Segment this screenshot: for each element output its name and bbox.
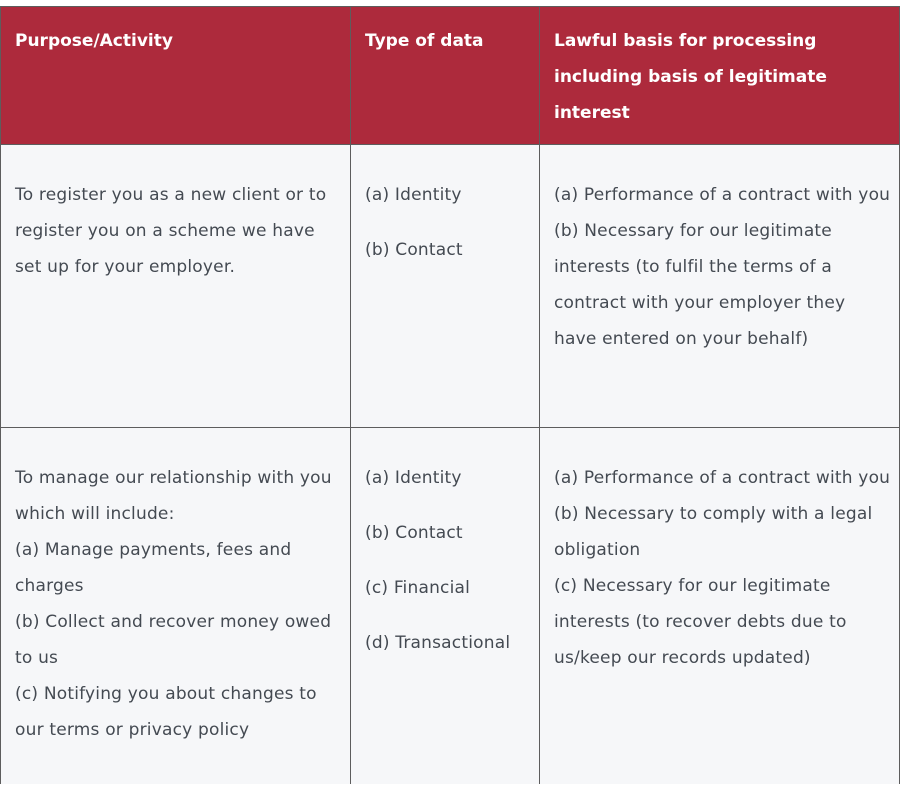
lawful-basis-item: (b) Necessary for our legitimate interests (to fulfil the terms of a contract with your employer they have entered on your behalf) — [554, 221, 846, 349]
lawful-basis-item: (a) Performance of a contract with you — [554, 468, 891, 488]
data-type-item: (a) Identity — [365, 185, 462, 205]
data-type-item: (c) Financial — [365, 578, 471, 598]
data-type-item: (a) Identity — [365, 468, 462, 488]
purpose-text: To register you as a new client or to register you on a scheme we have set up for your employer. — [15, 185, 327, 277]
data-type-item: (b) Contact — [365, 240, 463, 260]
lawful-basis-item: (a) Performance of a contract with you — [554, 185, 891, 205]
lawful-basis-cell — [540, 428, 900, 784]
lawful-basis-item: (b) Necessary to comply with a legal obligation — [554, 504, 873, 560]
purpose-cell — [1, 428, 351, 784]
header-purpose-activity: Purpose/Activity — [1, 7, 351, 145]
header-lawful-basis: Lawful basis for processing including basis of legitimate interest — [540, 7, 900, 145]
header-type-of-data: Type of data — [351, 7, 540, 145]
table-header-row — [1, 7, 900, 145]
purpose-item: (b) Collect and recover money owed to us — [15, 612, 332, 668]
purpose-cell — [1, 145, 351, 428]
data-type-item: (d) Transactional — [365, 633, 511, 653]
table-row — [1, 145, 900, 428]
purpose-item: (a) Manage payments, fees and charges — [15, 540, 292, 596]
table-row — [1, 428, 900, 784]
lawful-basis-cell — [540, 145, 900, 428]
data-type-item: (b) Contact — [365, 523, 463, 543]
lawful-basis-item: (c) Necessary for our legitimate interests (to recover debts due to us/keep our records updated) — [554, 576, 847, 668]
purpose-item: (c) Notifying you about changes to our terms or privacy policy — [15, 684, 317, 740]
lawful-basis-table — [0, 6, 900, 784]
purpose-text: To manage our relationship with you which will include: — [15, 468, 332, 524]
data-type-cell — [351, 145, 540, 428]
data-type-cell — [351, 428, 540, 784]
